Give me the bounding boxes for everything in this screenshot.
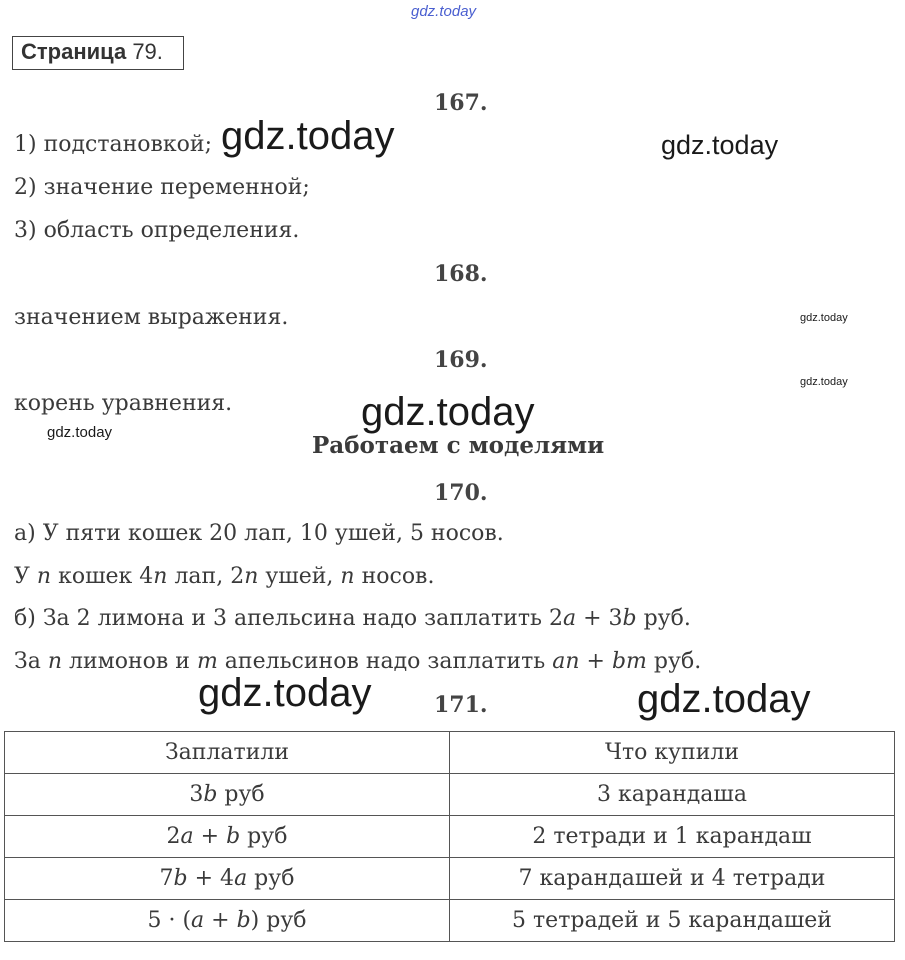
- table-row: [5, 816, 895, 858]
- table-row: [5, 900, 895, 942]
- table-row: [5, 774, 895, 816]
- task-170-line-a: а) У пяти кошек 20 лап, 10 ушей, 5 носов.: [14, 521, 504, 546]
- table-cell-bought: 2 тетради и 1 карандаш: [450, 816, 895, 858]
- task-168-text: значением выражения.: [14, 305, 289, 330]
- table-header-paid: Заплатили: [5, 732, 450, 774]
- table-cell-bought: 5 тетрадей и 5 карандашей: [450, 900, 895, 942]
- table-header-row: [5, 732, 895, 774]
- watermark: gdz.today: [47, 424, 113, 441]
- watermark: gdz.today: [221, 114, 395, 158]
- table-header-bought: Что купили: [450, 732, 895, 774]
- task-167-line-1: 1) подстановкой;: [14, 132, 212, 157]
- task-170-number: 170.: [434, 480, 488, 506]
- table-cell-paid: 3b руб: [5, 774, 450, 816]
- page-number: 79.: [132, 39, 163, 64]
- page-label-box: [12, 36, 184, 70]
- task-170-line-d: За n лимонов и m апельсинов надо заплатить an + bm руб.: [14, 649, 702, 674]
- watermark: gdz.today: [198, 671, 372, 715]
- task-167-line-3: 3) область определения.: [14, 218, 300, 243]
- watermark: gdz.today: [637, 677, 811, 721]
- task-169-number: 169.: [434, 347, 488, 373]
- table-cell-paid: 5 · (a + b) руб: [5, 900, 450, 942]
- watermark: gdz.today: [800, 312, 848, 324]
- task-171-table: [4, 731, 895, 942]
- watermark: gdz.today: [361, 390, 535, 434]
- watermark-top: gdz.today: [411, 3, 477, 20]
- task-169-text: корень уравнения.: [14, 391, 233, 416]
- table-row: [5, 858, 895, 900]
- section-heading: Работаем с моделями: [312, 432, 605, 459]
- task-170-line-c: б) За 2 лимона и 3 апельсина надо заплатить 2a + 3b руб.: [14, 606, 691, 631]
- task-170-line-b: У n кошек 4n лап, 2n ушей, n носов.: [14, 564, 435, 589]
- task-171-number: 171.: [434, 692, 488, 718]
- table-cell-bought: 3 карандаша: [450, 774, 895, 816]
- task-168-number: 168.: [434, 261, 488, 287]
- watermark: gdz.today: [661, 130, 779, 160]
- task-167-line-2: 2) значение переменной;: [14, 175, 310, 200]
- table-cell-paid: 7b + 4a руб: [5, 858, 450, 900]
- table-cell-bought: 7 карандашей и 4 тетради: [450, 858, 895, 900]
- task-167-number: 167.: [434, 90, 488, 116]
- watermark: gdz.today: [800, 376, 848, 388]
- table-cell-paid: 2a + b руб: [5, 816, 450, 858]
- page-label: Страница: [21, 39, 127, 64]
